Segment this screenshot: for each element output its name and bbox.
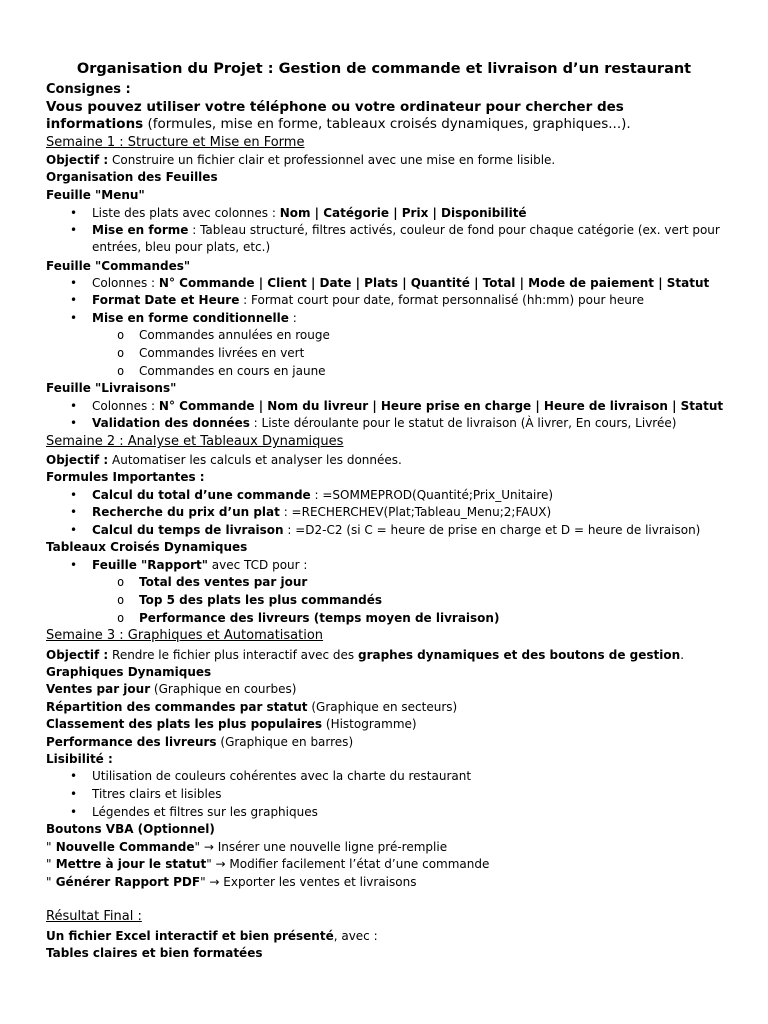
bullet-icon: •: [70, 505, 78, 519]
week2-heading: Semaine 2 : Analyse et Tableaux Dynamiques: [46, 434, 344, 449]
week2-objectif: Objectif : Automatiser les calculs et analyser les données.: [46, 453, 402, 467]
formule-prix: Recherche du prix d’un plat : =RECHERCHEV(Plat;Tableau_Menu;2;FAUX): [92, 505, 552, 519]
bullet-icon: •: [70, 558, 78, 572]
bullet-icon: •: [70, 523, 78, 537]
vba-nouvelle-commande: " Nouvelle Commande" → Insérer une nouvelle ligne pré-remplie: [46, 840, 448, 854]
lisibilite-3: Légendes et filtres sur les graphiques: [92, 805, 318, 819]
final-line-1: Un fichier Excel interactif et bien présenté, avec :: [46, 929, 378, 943]
menu-formatting: Mise en forme : Tableau structuré, filtres activés, couleur de fond pour chaque catégorie (ex. vert pour: [92, 223, 720, 237]
consignes-label: Consignes :: [46, 82, 131, 97]
bullet-icon: •: [70, 787, 78, 801]
bullet-icon: •: [70, 293, 78, 307]
livraisons-validation: Validation des données : Liste déroulante pour le statut de livraison (À livrer, En cours, Livrée): [92, 416, 677, 430]
week1-organisation: Organisation des Feuilles: [46, 170, 218, 184]
formule-total: Calcul du total d’une commande : =SOMMEPROD(Quantité;Prix_Unitaire): [92, 488, 554, 502]
tcd-heading: Tableaux Croisés Dynamiques: [46, 540, 248, 554]
formules-heading: Formules Importantes :: [46, 470, 205, 484]
menu-formatting-cont: entrées, bleu pour plats, etc.): [92, 240, 271, 254]
lisibilite-heading: Lisibilité :: [46, 752, 113, 766]
formule-temps: Calcul du temps de livraison : =D2-C2 (si C = heure de prise en charge et D = heure de livraison): [92, 523, 701, 537]
commandes-conditional: Mise en forme conditionnelle :: [92, 311, 297, 325]
tcd-sub-1: Total des ventes par jour: [139, 575, 308, 589]
consignes-line-1: Vous pouvez utiliser votre téléphone ou votre ordinateur pour chercher des: [46, 99, 624, 115]
graph-performance: Performance des livreurs (Graphique en barres): [46, 735, 354, 749]
bullet-icon: •: [70, 416, 78, 430]
tcd-sub-3: Performance des livreurs (temps moyen de livraison): [139, 611, 500, 625]
lisibilite-1: Utilisation de couleurs cohérentes avec la charte du restaurant: [92, 769, 472, 783]
vba-generer-rapport: " Générer Rapport PDF" → Exporter les ventes et livraisons: [46, 875, 417, 889]
consignes-line-2: informations (formules, mise en forme, tableaux croisés dynamiques, graphiques...).: [46, 116, 631, 132]
bullet-icon: •: [70, 311, 78, 325]
menu-columns: Liste des plats avec colonnes : Nom | Catégorie | Prix | Disponibilité: [92, 206, 527, 220]
vba-heading: Boutons VBA (Optionnel): [46, 822, 215, 836]
commandes-sub-2: Commandes livrées en vert: [139, 346, 305, 360]
week3-heading: Semaine 3 : Graphiques et Automatisation: [46, 628, 324, 643]
bullet-icon: •: [70, 805, 78, 819]
sub-bullet-icon: o: [117, 611, 125, 625]
sub-bullet-icon: o: [117, 346, 125, 360]
bullet-icon: •: [70, 206, 78, 220]
sub-bullet-icon: o: [117, 328, 125, 342]
final-heading: Résultat Final :: [46, 909, 142, 924]
bullet-icon: •: [70, 769, 78, 783]
feuille-commandes-heading: Feuille "Commandes": [46, 259, 191, 273]
feuille-livraisons-heading: Feuille "Livraisons": [46, 381, 177, 395]
page-title: Organisation du Projet : Gestion de commande et livraison d’un restaurant: [76, 61, 692, 77]
feuille-rapport: Feuille "Rapport" avec TCD pour :: [92, 558, 308, 572]
graph-ventes: Ventes par jour (Graphique en courbes): [46, 682, 297, 696]
vba-mettre-a-jour: " Mettre à jour le statut" → Modifier facilement l’état d’une commande: [46, 857, 490, 871]
lisibilite-2: Titres clairs et lisibles: [92, 787, 222, 801]
graphiques-heading: Graphiques Dynamiques: [46, 665, 212, 679]
graph-classement: Classement des plats les plus populaires (Histogramme): [46, 717, 417, 731]
livraisons-columns: Colonnes : N° Commande | Nom du livreur | Heure prise en charge | Heure de livraison | Statut: [92, 399, 724, 413]
sub-bullet-icon: o: [117, 364, 125, 378]
commandes-columns: Colonnes : N° Commande | Client | Date | Plats | Quantité | Total | Mode de paiement | Statut: [92, 276, 710, 290]
tcd-sub-2: Top 5 des plats les plus commandés: [139, 593, 383, 607]
week1-objectif: Objectif : Construire un fichier clair et professionnel avec une mise en forme lisible.: [46, 153, 556, 167]
sub-bullet-icon: o: [117, 575, 125, 589]
graph-repartition: Répartition des commandes par statut (Graphique en secteurs): [46, 700, 458, 714]
bullet-icon: •: [70, 488, 78, 502]
sub-bullet-icon: o: [117, 593, 125, 607]
week3-objectif: Objectif : Rendre le fichier plus interactif avec des graphes dynamiques et des boutons de gestion.: [46, 648, 685, 662]
commandes-sub-3: Commandes en cours en jaune: [139, 364, 326, 378]
final-line-2: Tables claires et bien formatées: [46, 946, 263, 960]
commandes-sub-1: Commandes annulées en rouge: [139, 328, 330, 342]
week1-heading: Semaine 1 : Structure et Mise en Forme: [46, 135, 305, 150]
bullet-icon: •: [70, 276, 78, 290]
feuille-menu-heading: Feuille "Menu": [46, 188, 145, 202]
bullet-icon: •: [70, 223, 78, 237]
commandes-date-format: Format Date et Heure : Format court pour date, format personnalisé (hh:mm) pour heure: [92, 293, 644, 307]
bullet-icon: •: [70, 399, 78, 413]
